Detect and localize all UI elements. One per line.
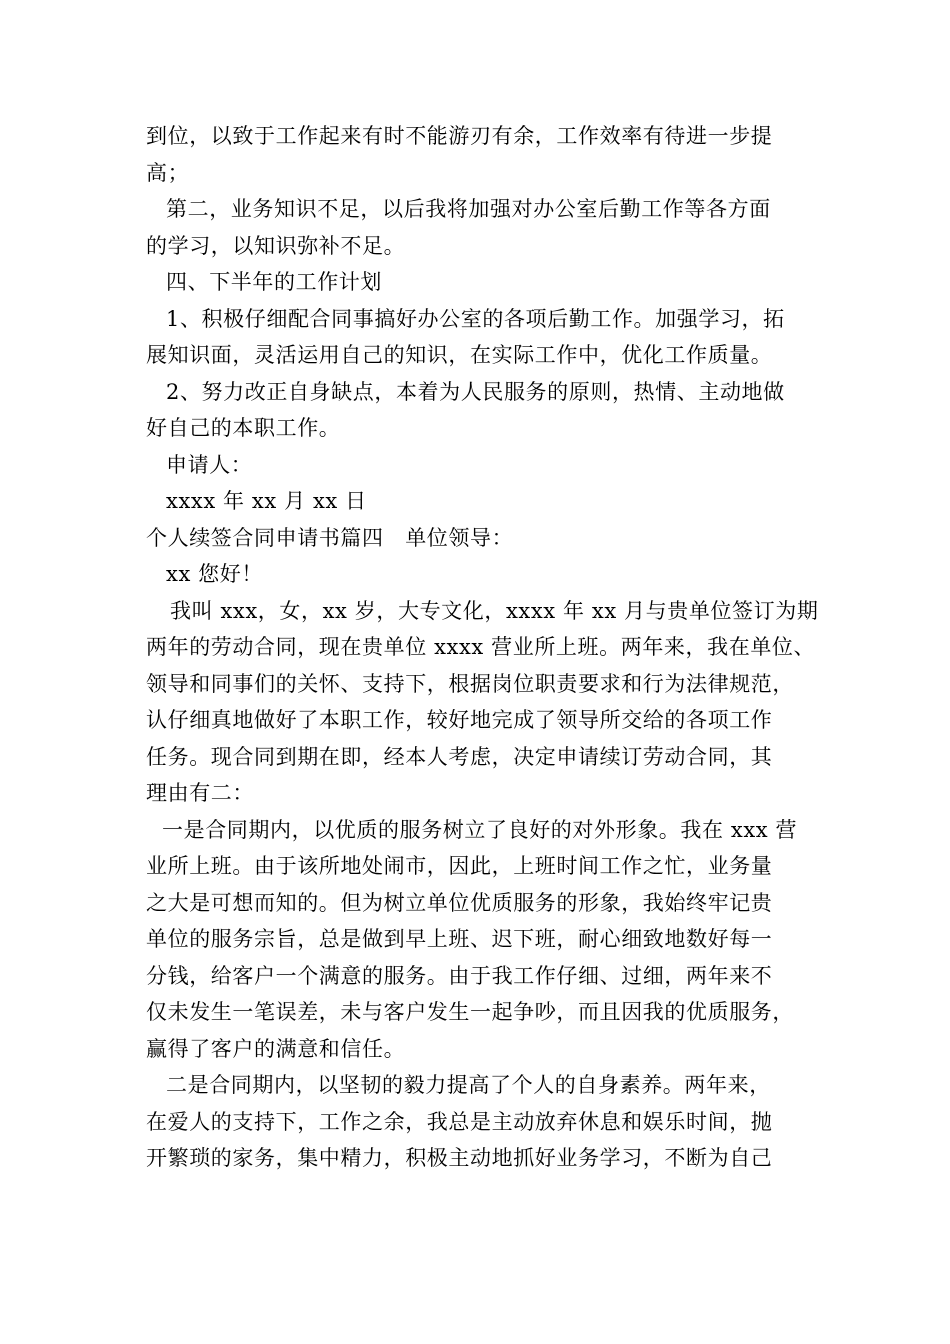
- letter-title: 个人续签合同申请书篇四 单位领导：: [146, 525, 514, 550]
- text-line: 单位的服务宗旨，总是做到早上班、迟下班，耐心细致地数好每一: [146, 927, 773, 951]
- text-line: 领导和同事们的关怀、支持下，根据岗位职责要求和行为法律规范，: [146, 671, 794, 696]
- text-line: 好自己的本职工作。: [146, 416, 341, 440]
- applicant-label: 申请人：: [166, 452, 253, 477]
- section-heading: 四、下半年的工作计划: [166, 270, 382, 294]
- text-line: 理由有二：: [146, 781, 254, 805]
- text-line: 二是合同期内，以坚韧的毅力提高了个人的自身素养。两年来，: [166, 1073, 771, 1097]
- text-line: 认仔细真地做好了本职工作，较好地完成了领导所交给的各项工作: [146, 708, 773, 732]
- text-line: 任务。现合同到期在即，经本人考虑，决定申请续订劳动合同，其: [146, 744, 773, 769]
- text-line: 第二，业务知识不足，以后我将加强对办公室后勤工作等各方面: [166, 197, 771, 221]
- text-line: 业所上班。由于该所地处闹市，因此，上班时间工作之忙，业务量: [146, 854, 773, 878]
- text-line: 我叫 xxx，女，xx 岁，大专文化，xxxx 年 xx 月与贵单位签订为期: [170, 598, 819, 623]
- text-line: 到位，以致于工作起来有时不能游刃有余，工作效率有待进一步提: [146, 124, 773, 148]
- text-line: 开繁琐的家务，集中精力，积极主动地抓好业务学习，不断为自己: [146, 1146, 773, 1170]
- text-line: 之大是可想而知的。但为树立单位优质服务的形象，我始终牢记贵: [146, 890, 773, 915]
- text-line: 展知识面，灵活运用自己的知识，在实际工作中，优化工作质量。: [146, 343, 773, 367]
- text-line: 两年的劳动合同，现在贵单位 xxxx 营业所上班。两年来，我在单位、: [146, 635, 816, 659]
- document-body: [146, 118, 819, 1177]
- text-line: 分钱，给客户一个满意的服务。由于我工作仔细、过细，两年来不: [146, 963, 773, 988]
- text-line: 仅未发生一笔误差，未与客户发生一起争吵，而且因我的优质服务，: [146, 1000, 794, 1024]
- date-line: xxxx 年 xx 月 xx 日: [166, 489, 367, 513]
- text-line: 在爱人的支持下，工作之余，我总是主动放弃休息和娱乐时间，抛: [146, 1109, 773, 1134]
- text-line: 1、积极仔细配合同事搞好办公室的各项后勤工作。加强学习，拓: [166, 306, 785, 331]
- text-line: 一是合同期内，以优质的服务树立了良好的对外形象。我在 xxx 营: [162, 817, 798, 842]
- greeting: xx 您好！: [166, 562, 263, 586]
- text-line: 的学习，以知识弥补不足。: [146, 233, 406, 258]
- text-line: 赢得了客户的满意和信任。: [146, 1036, 406, 1061]
- text-line: 高；: [146, 160, 190, 185]
- text-line: 2、努力改正自身缺点，本着为人民服务的原则，热情、主动地做: [166, 379, 785, 404]
